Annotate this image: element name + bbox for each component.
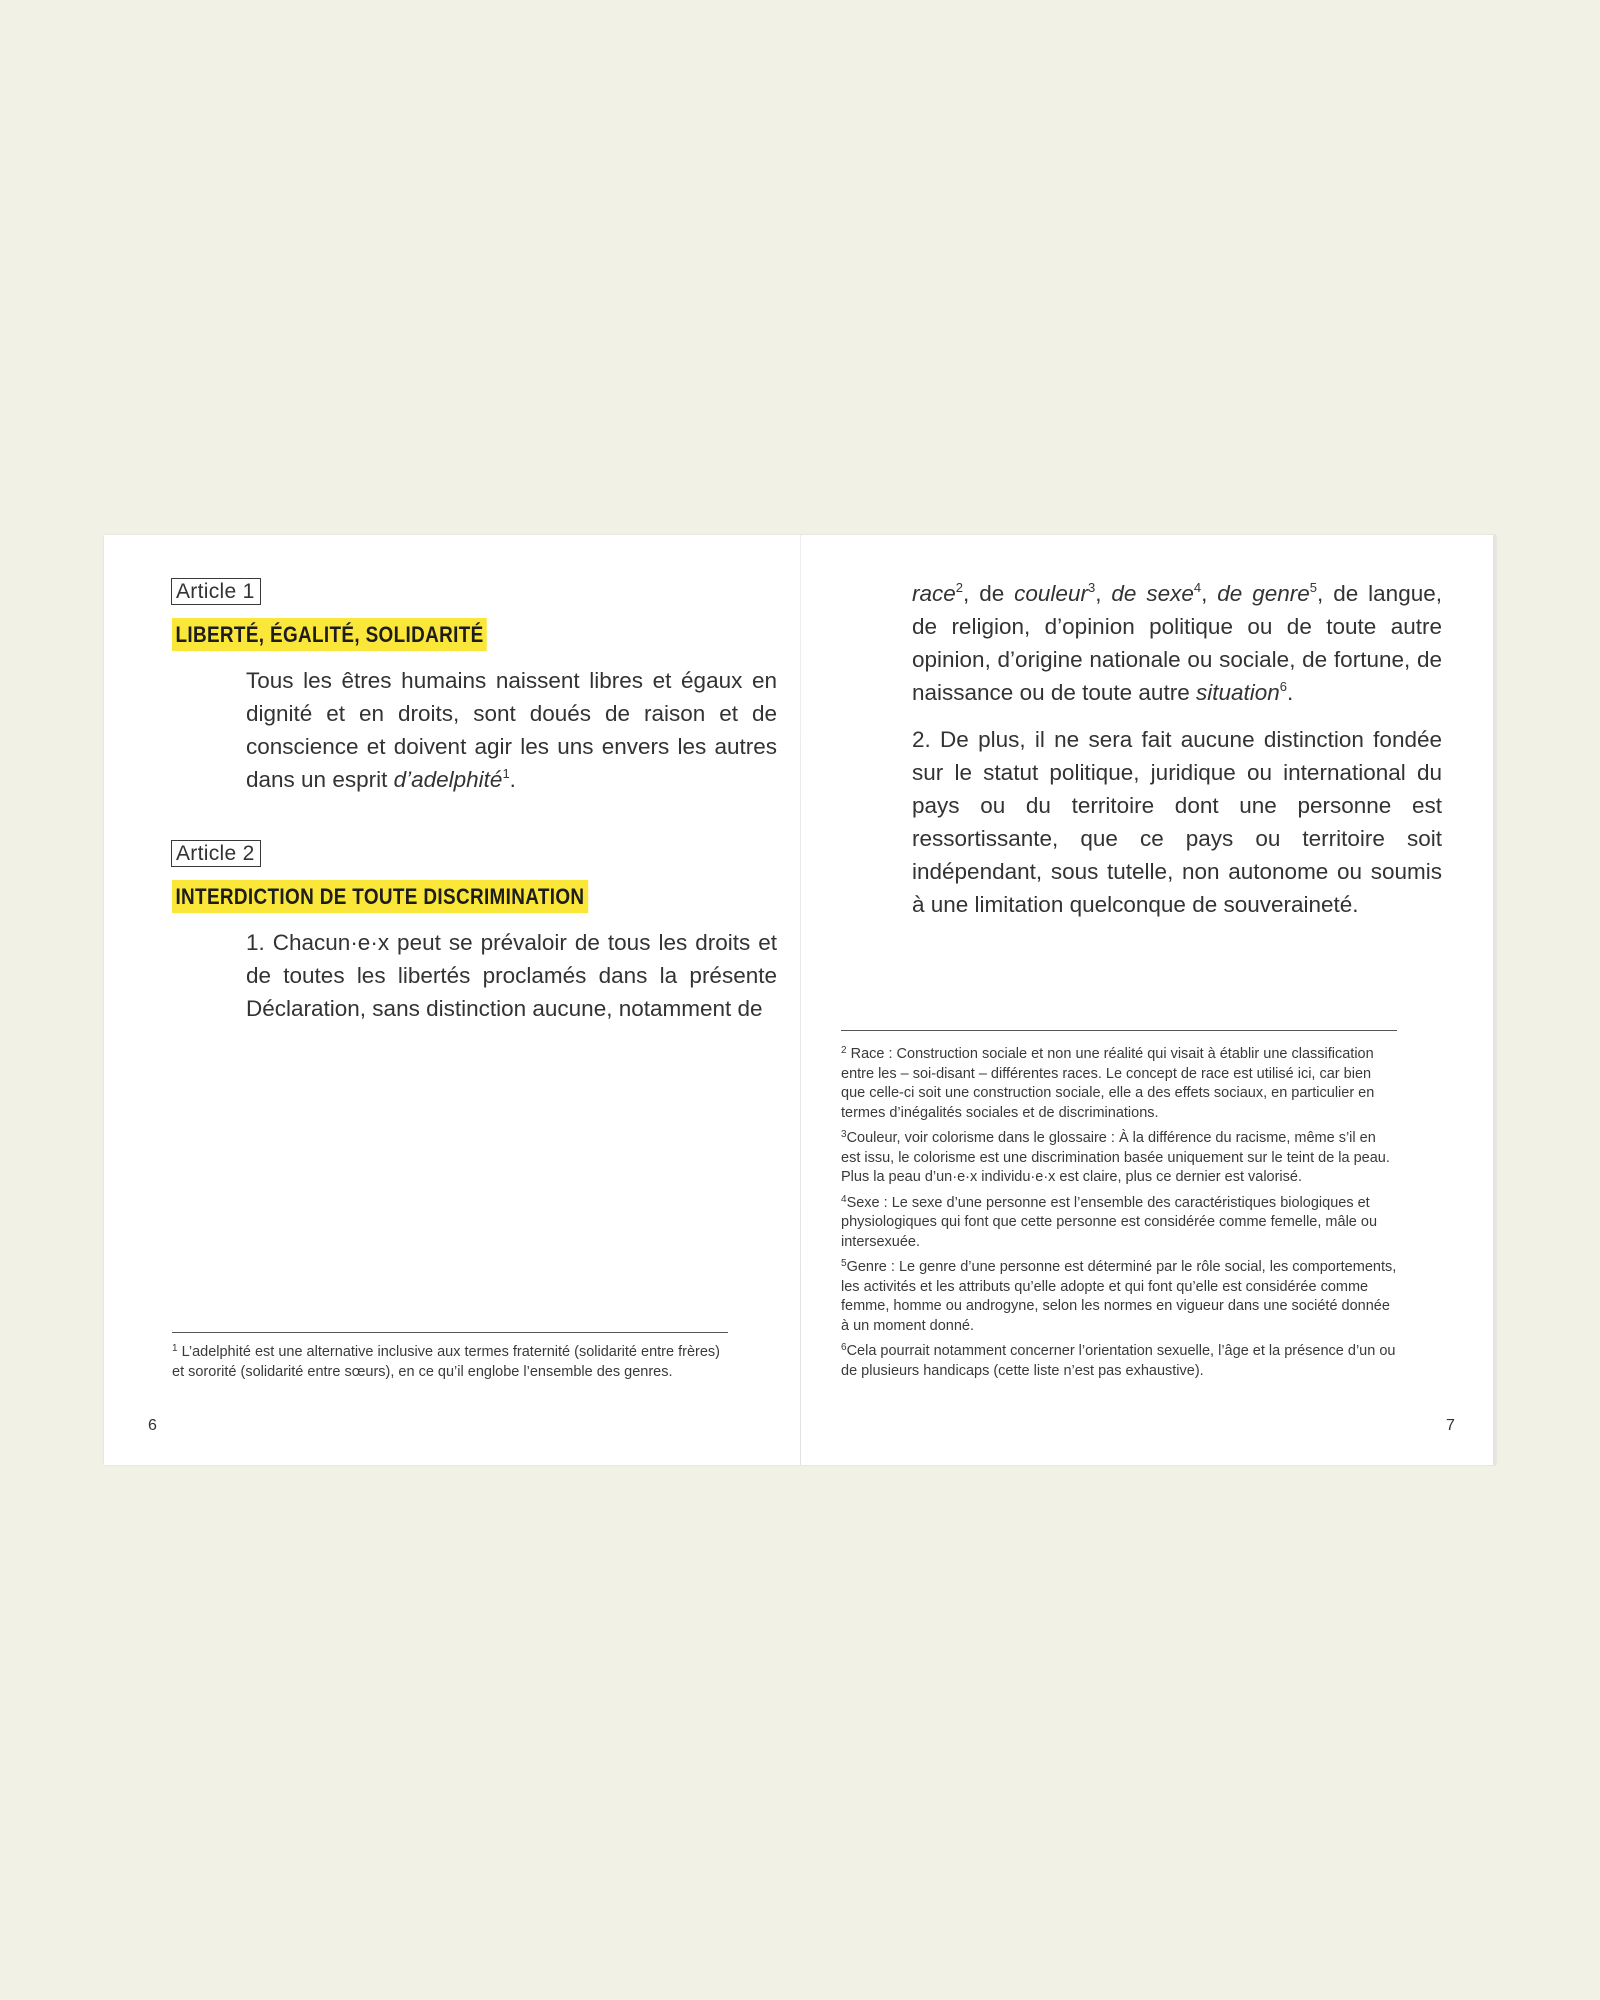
sep-3: , [1201,581,1218,606]
footnote-5-text: Genre : Le genre d’une personne est déterminé par le rôle social, les comportements, les activités et les attributs qu’elle adopte et qui font qu’elle est considérée comme femme, homme ou androgyne, selon les normes en vigueur dans une société donnée à un moment donné. [841,1259,1397,1334]
footnote-ref-2: 2 [955,580,964,595]
footnote-5-number: 5 [841,1258,847,1269]
footnote-3-number: 3 [841,1129,847,1140]
left-page [104,535,800,1465]
footnotes-right [841,1045,1397,1381]
footnote-4-text: Sexe : Le sexe d’une personne est l’ensemble des caractéristiques biologiques et physiologiques qui font que cette personne est considérée comme femelle, mâle ou intersexuée. [841,1194,1378,1250]
sep-2: , [1095,581,1112,606]
article-2-continuation [912,577,1442,709]
booklet-spread [104,535,1496,1465]
page-number-left: 6 [148,1417,157,1434]
footnote-2-number: 2 [841,1045,847,1056]
article-1-label: Article 1 [171,578,261,605]
footnote-rule [172,1332,728,1333]
footnote-4-number: 4 [841,1193,847,1205]
article-2-body: 1. Chacun·e·x peut se prévaloir de tous les droits et de toutes les libertés proclamés dans la présente Déclaration, sans distinction aucune, notamment de [246,930,777,1021]
footnote-ref-6: 6 [1279,679,1287,694]
footnote-6-text: Cela pourrait notamment concerner l’orientation sexuelle, l’âge et la présence d’un ou de plusieurs handicaps (cette liste n’est pas exhaustive). [841,1343,1396,1379]
footnote-ref-4: 4 [1193,580,1202,595]
article-1-italic: d’adelphité [393,767,503,792]
footnote-1 [172,1343,728,1382]
article-2-heading: INTERDICTION DE TOUTE DISCRIMINATION [172,880,588,913]
footnote-ref-3: 3 [1087,580,1096,595]
footnote-2 [841,1045,1397,1123]
footnote-rule-right [841,1030,1397,1031]
continuation-end: . [1287,680,1294,705]
footnote-ref-5: 5 [1309,580,1318,595]
footnote-4 [841,1194,1397,1253]
word-race: race [912,581,956,606]
footnote-5 [841,1258,1397,1336]
footnote-1-text: L’adelphité est une alternative inclusive aux termes fraternité (solidarité entre frères) et sororité (solidarité entre sœurs), en ce qu’il englobe l’ensemble des genres. [172,1344,720,1380]
article-1-body [246,664,777,796]
article-1-end: . [509,767,516,792]
footnote-6-number: 6 [841,1342,847,1353]
footnote-6 [841,1342,1397,1381]
sep-1: , de [963,581,1015,606]
footnote-3-text: Couleur, voir colorisme dans le glossaire : À la différence du racisme, même s’il en est issu, le colorisme est une discrimination basée uniquement sur le teint de la peau. Plus la peau d’un·e·x individu·e·x est claire, plus ce dernier est valorisé. [841,1130,1390,1185]
page-number-right: 7 [1446,1417,1455,1434]
word-situation: situation [1195,680,1280,705]
article-1-text: Tous les êtres humains naissent libres et égaux en dignité et en droits, sont doués de raison et de conscience et doivent agir les uns envers les autres dans un esprit [246,668,777,792]
footnote-1-number: 1 [172,1343,178,1354]
footnote-2-text: Race : Construction sociale et non une réalité qui visait à établir une classification entre les – soi-disant – différentes races. Le concept de race est utilisé ici, car bien que celle-ci soit une construction sociale, elle a des effets sociaux, en particulier en termes d’inégalités sociales et de discriminations. [841,1046,1375,1121]
word-sexe: de sexe [1111,581,1194,606]
article-2-paragraph-2: 2. De plus, il ne sera fait aucune distinction fondée sur le statut politique, juridique ou international du pays ou du territoire dont une personne est ressortissante, que ce pays ou territoire soit indépendant, sous tutelle, non autonome ou soumis à une limitation quelconque de souveraineté. [912,727,1442,917]
word-genre: de genre [1217,581,1310,606]
footnote-3 [841,1129,1397,1188]
right-page [801,535,1496,1465]
word-couleur: couleur [1014,581,1088,606]
continuation-text: , de langue, de religion, d’opinion politique ou de toute autre opinion, d’origine nationale ou sociale, de fortune, de naissance ou de toute autre [912,581,1442,705]
footnote-ref-1: 1 [502,766,510,781]
article-1-heading: LIBERTÉ, ÉGALITÉ, SOLIDARITÉ [172,618,487,651]
article-2-label: Article 2 [171,840,261,867]
